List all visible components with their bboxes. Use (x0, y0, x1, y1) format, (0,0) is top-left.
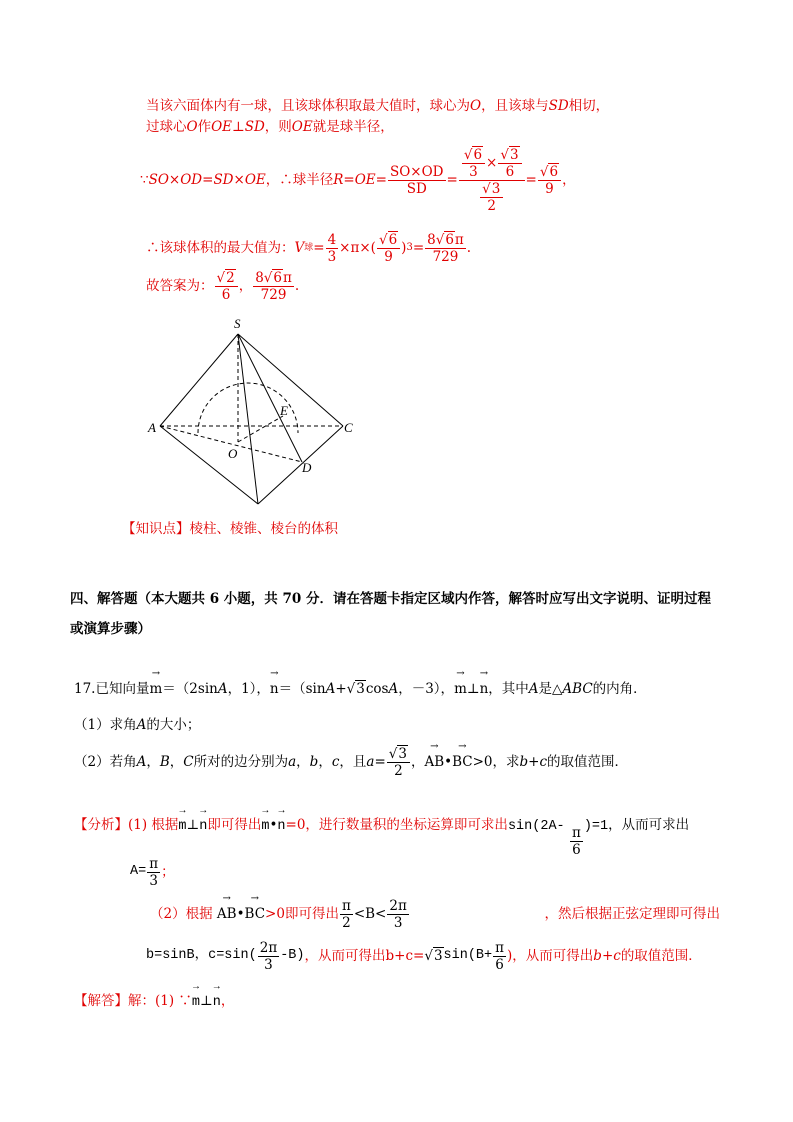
equals: = (343, 172, 355, 188)
text: ，其中 (488, 681, 529, 697)
expr-sd-oe: SD×OE (213, 172, 266, 188)
fraction-sqrt3-over-2: $\frac{√3}{2}$ (387, 746, 410, 779)
fraction-compound: $\frac{√6}{3}$ × $\frac{√3}{6}$ $\frac{√3}{2}$ (459, 147, 525, 214)
label-d: D (302, 460, 312, 475)
text: ＝（2sin (162, 681, 218, 697)
expr-b-sinb: b=sinB，c=sin( (146, 948, 257, 963)
fraction-sqrt6-over-9: $\frac{√6}{9}$ (538, 164, 561, 197)
analysis-line-2 (130, 852, 175, 892)
text: 的大小； (146, 717, 201, 733)
solution-line-2 (146, 118, 394, 136)
pyramid-figure (140, 312, 370, 512)
comma: ， (220, 993, 235, 1009)
text: )=1，从而可求出 (583, 819, 690, 834)
comma: ， (296, 754, 310, 770)
equals: = (202, 172, 214, 188)
vector-bc: → BC (452, 753, 473, 771)
expr-sin-2a: sin(2A- (507, 819, 565, 834)
comma: ， (410, 754, 425, 770)
solution-radius-equation (140, 142, 576, 218)
edge-sa (160, 334, 238, 426)
text: ∴该球体积的最大值为： (146, 240, 295, 256)
var-a-lower: a (366, 754, 375, 770)
comma: ， (146, 754, 160, 770)
var-c: C (183, 754, 194, 770)
var-a: A (136, 754, 147, 770)
equals: = (313, 240, 325, 256)
edge-sc (238, 334, 343, 426)
dot: • (269, 817, 278, 833)
var-b-plus-c: b+c (519, 754, 548, 770)
var-v: V (294, 240, 305, 256)
text: 是△ (538, 681, 563, 697)
expr-sin-b: sin(B+ (443, 948, 493, 963)
var-a: A (217, 681, 228, 697)
text: ，且该球与 (481, 98, 549, 114)
var-r: R (333, 172, 344, 188)
text: （1）求角 (74, 717, 137, 733)
subscript: 球 (304, 243, 314, 253)
vector-m: → m (454, 680, 467, 698)
var-o: O (470, 98, 482, 114)
fraction-pi-over-6: $\frac{\pi}{6}$ (495, 939, 505, 973)
solution-line-1 (146, 97, 609, 115)
times: × (359, 240, 371, 256)
var-oe: OE (211, 119, 233, 135)
label-o: O (228, 446, 238, 461)
fraction-pi-over-6: $\frac{\pi}{6}$ (571, 825, 581, 858)
text: ，且 (339, 754, 367, 770)
text: =0，进行数量积的坐标运算即可求出 (285, 817, 508, 833)
knowledge-point (122, 520, 338, 538)
text: 过球心 (146, 119, 187, 135)
fraction-4-over-3: $\frac{4}{3}$ (327, 231, 337, 265)
q17-part-1 (74, 716, 200, 734)
vector-n: → n (277, 818, 285, 836)
text: ＝（sin (278, 681, 326, 697)
var-b: B (159, 754, 170, 770)
analysis-line-3 (150, 894, 720, 934)
fraction-pi-over-2: $\frac{\pi}{2}$ (341, 897, 351, 931)
perp-symbol: ⊥ (466, 681, 480, 697)
var-oe: OE (354, 172, 376, 188)
times: × (339, 240, 351, 256)
text: （2）根据 (150, 906, 213, 922)
perp-symbol: ⊥ (186, 817, 200, 833)
var-sd: SD (548, 98, 569, 114)
vector-m: → m (192, 994, 200, 1012)
var-a: A (528, 681, 539, 697)
text: 相切， (568, 98, 610, 114)
q17-part-2 (74, 742, 628, 782)
text: 当该六面体内有一球，且该球体积取最大值时，球心为 (146, 98, 470, 114)
var-oe: OE (291, 119, 313, 135)
comma: ， (169, 754, 184, 770)
text: ，从而可得出b+c= (304, 948, 425, 964)
knowledge-tag: 【知识点】 (122, 521, 190, 537)
dot: • (444, 754, 453, 770)
text: 作 (197, 119, 212, 135)
edge-a-bottom (160, 426, 258, 504)
paren: ( (370, 240, 376, 256)
solution-tag: 【解答】 (74, 993, 128, 1009)
vector-n: → n (270, 680, 279, 698)
text: >0，求 (472, 754, 520, 770)
fraction-so-od-over-sd: $\frac{SO\times OD}{SD}$ (389, 163, 444, 197)
text: 已知向量 (95, 681, 150, 697)
var-b-lower: b (309, 754, 319, 770)
var-abc: ABC (562, 681, 593, 697)
perp-symbol: ⊥ (200, 993, 213, 1009)
text: 解：(1) ∵ (128, 993, 192, 1009)
text: 的取值范围． (620, 948, 702, 964)
label-c: C (344, 420, 353, 435)
var-c-lower: c (331, 754, 340, 770)
text: ，然后根据正弦定理即可得出 (544, 906, 720, 922)
fraction-2pi-over-3: $\frac{2\pi}{3}$ (259, 939, 278, 973)
analysis-tag: 【分析】 (74, 817, 128, 833)
semicolon: ； (161, 864, 175, 880)
edge-sd (238, 334, 302, 462)
question-number: 17. (74, 681, 96, 697)
text: ，－3）， (398, 681, 455, 697)
period: . (466, 240, 472, 256)
vector-m: → m (149, 680, 162, 698)
pi: π (350, 240, 360, 256)
answer-line (146, 266, 299, 306)
var-a: A (136, 717, 147, 733)
var-a: A (325, 681, 336, 697)
expr-a-equals: A= (130, 864, 147, 879)
vector-m: → m (261, 818, 269, 836)
comma: ， (318, 754, 332, 770)
vector-n: → n (199, 818, 207, 836)
var-b-plus-c: b+c (593, 948, 621, 964)
text: (1) 根据 (128, 817, 179, 833)
equals: = (525, 172, 537, 188)
text: >0即可得出 (265, 906, 339, 922)
fraction-pi-over-3: $\frac{\pi}{3}$ (149, 855, 159, 889)
perp-symbol: ⊥ (232, 119, 245, 135)
exponent: 3 (406, 242, 413, 253)
text: 就是球半径， (312, 119, 394, 135)
equals: = (412, 240, 425, 256)
solution-volume-equation (146, 228, 471, 268)
section-title-line-1: 四、解答题（本大题共 6 小题，共 70 分．请在答题卡指定区域内作答，解答时应写出文字说明、证明过程 (70, 591, 711, 607)
vector-n: → n (213, 994, 221, 1012)
label-s: S (234, 316, 241, 331)
vector-bc: → BC (245, 905, 266, 923)
text: 故答案为： (146, 278, 214, 294)
var-o: O (186, 119, 198, 135)
knowledge-text: 棱柱、棱锥、棱台的体积 (189, 521, 338, 537)
cos: cos (365, 681, 389, 697)
q17-statement: 17. 已知向量 → m ＝（2sin A ，1）， → n ＝（sin A + √ 3 cos A ，－3）， → m ⊥ → n ，其中 A 是△ ABC 的内角． (74, 680, 647, 698)
expr-minus-b: -B) (280, 948, 305, 963)
label-e: E (280, 403, 288, 418)
text: 的内角． (592, 681, 647, 697)
expr-so-od: SO×OD (148, 172, 203, 188)
fraction-2pi-over-3: $\frac{2\pi}{3}$ (389, 897, 407, 931)
var-a: A (388, 681, 399, 697)
dot: • (236, 906, 245, 922)
vector-n: → n (480, 680, 489, 698)
vector-ab: → AB (424, 753, 444, 771)
fraction-sqrt2-over-6: $\frac{√2}{6}$ (215, 270, 238, 303)
equals: = (374, 754, 386, 770)
text: 的取值范围． (547, 754, 629, 770)
text: ，1）， (227, 681, 270, 697)
label-a: A (148, 420, 156, 435)
text: ，则 (264, 119, 292, 135)
solution-start (74, 992, 234, 1012)
edge-c-bottom (258, 426, 343, 504)
vector-ab: → AB (217, 905, 237, 923)
analysis-line-4: b=sinB，c=sin( $\frac{2\pi}{3}$ -B) ，从而可得出b+c= √ 3 sin(B+ $\frac{\pi}{6}$ )，从而可得出 b+c 的取值范围． (146, 939, 702, 973)
radicand: 3 (433, 948, 443, 964)
equals: = (375, 172, 387, 188)
comma: ， (238, 278, 253, 294)
period: . (294, 278, 300, 294)
fraction-volume: $\frac{8√6\pi}{729}$ (427, 231, 464, 265)
comma: ， (562, 172, 576, 188)
section-title-line-2: 或演算步骤） (70, 621, 151, 637)
text: )，从而可得出 (507, 948, 594, 964)
var-sd: SD (244, 119, 265, 135)
var-a-lower: a (288, 754, 297, 770)
equals: = (446, 172, 458, 188)
text: （2）若角 (74, 754, 137, 770)
segment-oe (238, 416, 283, 442)
plus: + (335, 681, 347, 697)
vector-m: → m (178, 818, 186, 836)
edge-s-bottom (238, 334, 258, 504)
text: ，∴球半径 (265, 172, 334, 188)
inequality: <B< (353, 906, 387, 922)
fraction-volume: $\frac{8√6\pi}{729}$ (255, 269, 292, 303)
text: 即可得出 (207, 817, 262, 833)
because-symbol: ∵ (140, 172, 149, 188)
text: 所对的边分别为 (193, 754, 289, 770)
fraction-sqrt6-over-9: $\frac{√6}{9}$ (377, 232, 400, 265)
paren: ) (401, 240, 407, 256)
radicand: 3 (356, 681, 365, 697)
